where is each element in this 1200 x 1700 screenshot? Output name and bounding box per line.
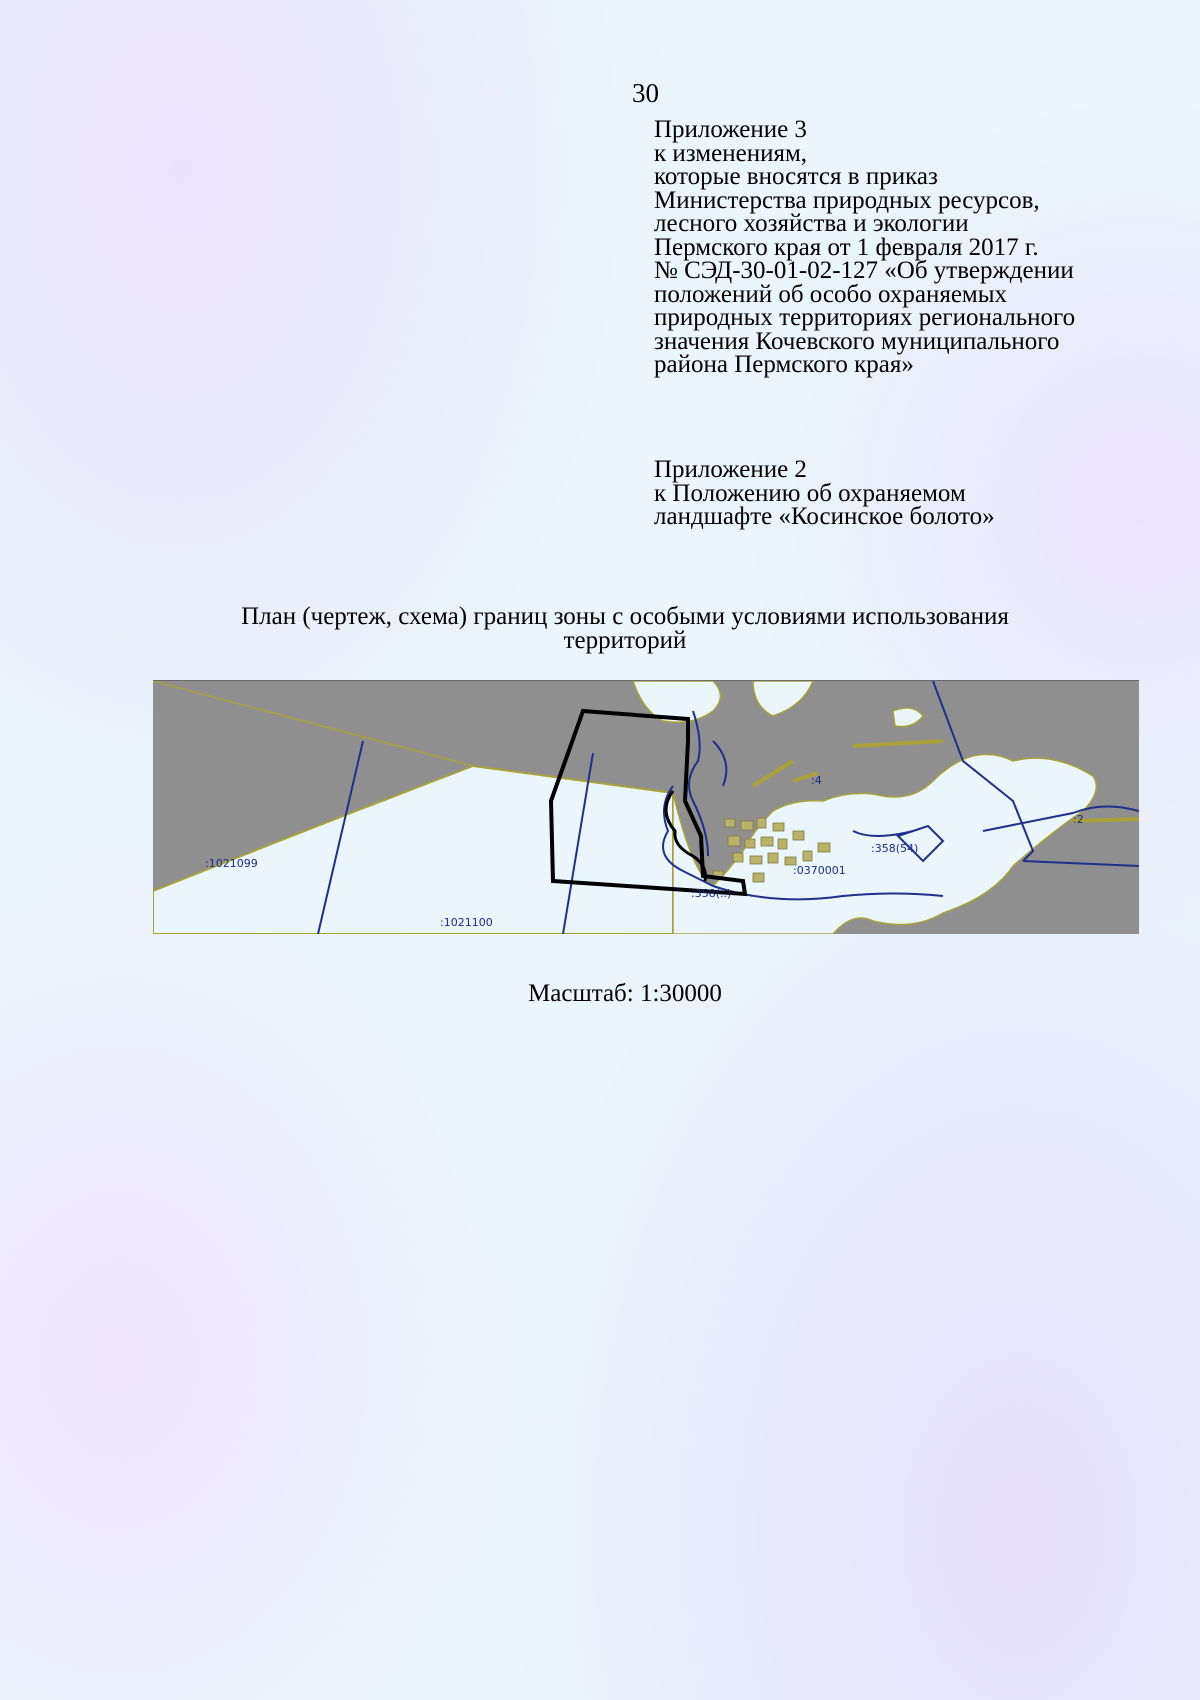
- appendix-2-line: Приложение 2: [654, 456, 807, 483]
- boundary-map: [153, 680, 1139, 934]
- map-scale: Масштаб: 1:30000: [528, 980, 722, 1007]
- map-label-1021099: :1021099: [205, 857, 258, 870]
- appendix-3-line: Приложение 3: [654, 116, 807, 143]
- appendix-3-line: Министерства природных ресурсов,: [654, 186, 1040, 214]
- map-label-358-partial: :358(..): [691, 887, 732, 900]
- map-label-0370001: :0370001: [793, 864, 846, 877]
- appendix-3-line: № СЭД-30-01-02-127 «Об утверждении: [654, 257, 1074, 284]
- appendix-3-line: природных территориях регионального: [654, 304, 1076, 331]
- plan-title-line: План (чертеж, схема) границ зоны с особыми условиями использования: [241, 603, 1009, 630]
- appendix-2-line: ландшафте «Косинское болото»: [654, 503, 995, 530]
- plan-title: [150, 605, 1100, 653]
- appendix-3-line: Пермского края от 1 февраля 2017 г.: [654, 233, 1039, 261]
- appendix-3-header: [654, 118, 1075, 377]
- map-canvas: [153, 681, 1139, 934]
- appendix-3-line: к изменениям,: [654, 139, 808, 167]
- map-label-4: :4: [811, 774, 822, 787]
- appendix-2-line: к Положению об охраняемом: [654, 479, 966, 507]
- appendix-2-header: [654, 458, 995, 529]
- appendix-3-line: положений об особо охраняемых: [654, 280, 1008, 308]
- plan-title-line: территорий: [563, 627, 687, 654]
- page-number: 30: [632, 78, 659, 108]
- map-label-1021100: :1021100: [440, 916, 493, 929]
- appendix-3-line: района Пермского края»: [654, 351, 914, 378]
- appendix-3-line: которые вносятся в приказ: [654, 163, 938, 190]
- appendix-3-line: лесного хозяйства и экологии: [654, 210, 969, 237]
- map-label-358-54: :358(54): [871, 842, 919, 855]
- map-label-2: :2: [1073, 813, 1084, 826]
- appendix-3-line: значения Кочевского муниципального: [654, 327, 1060, 355]
